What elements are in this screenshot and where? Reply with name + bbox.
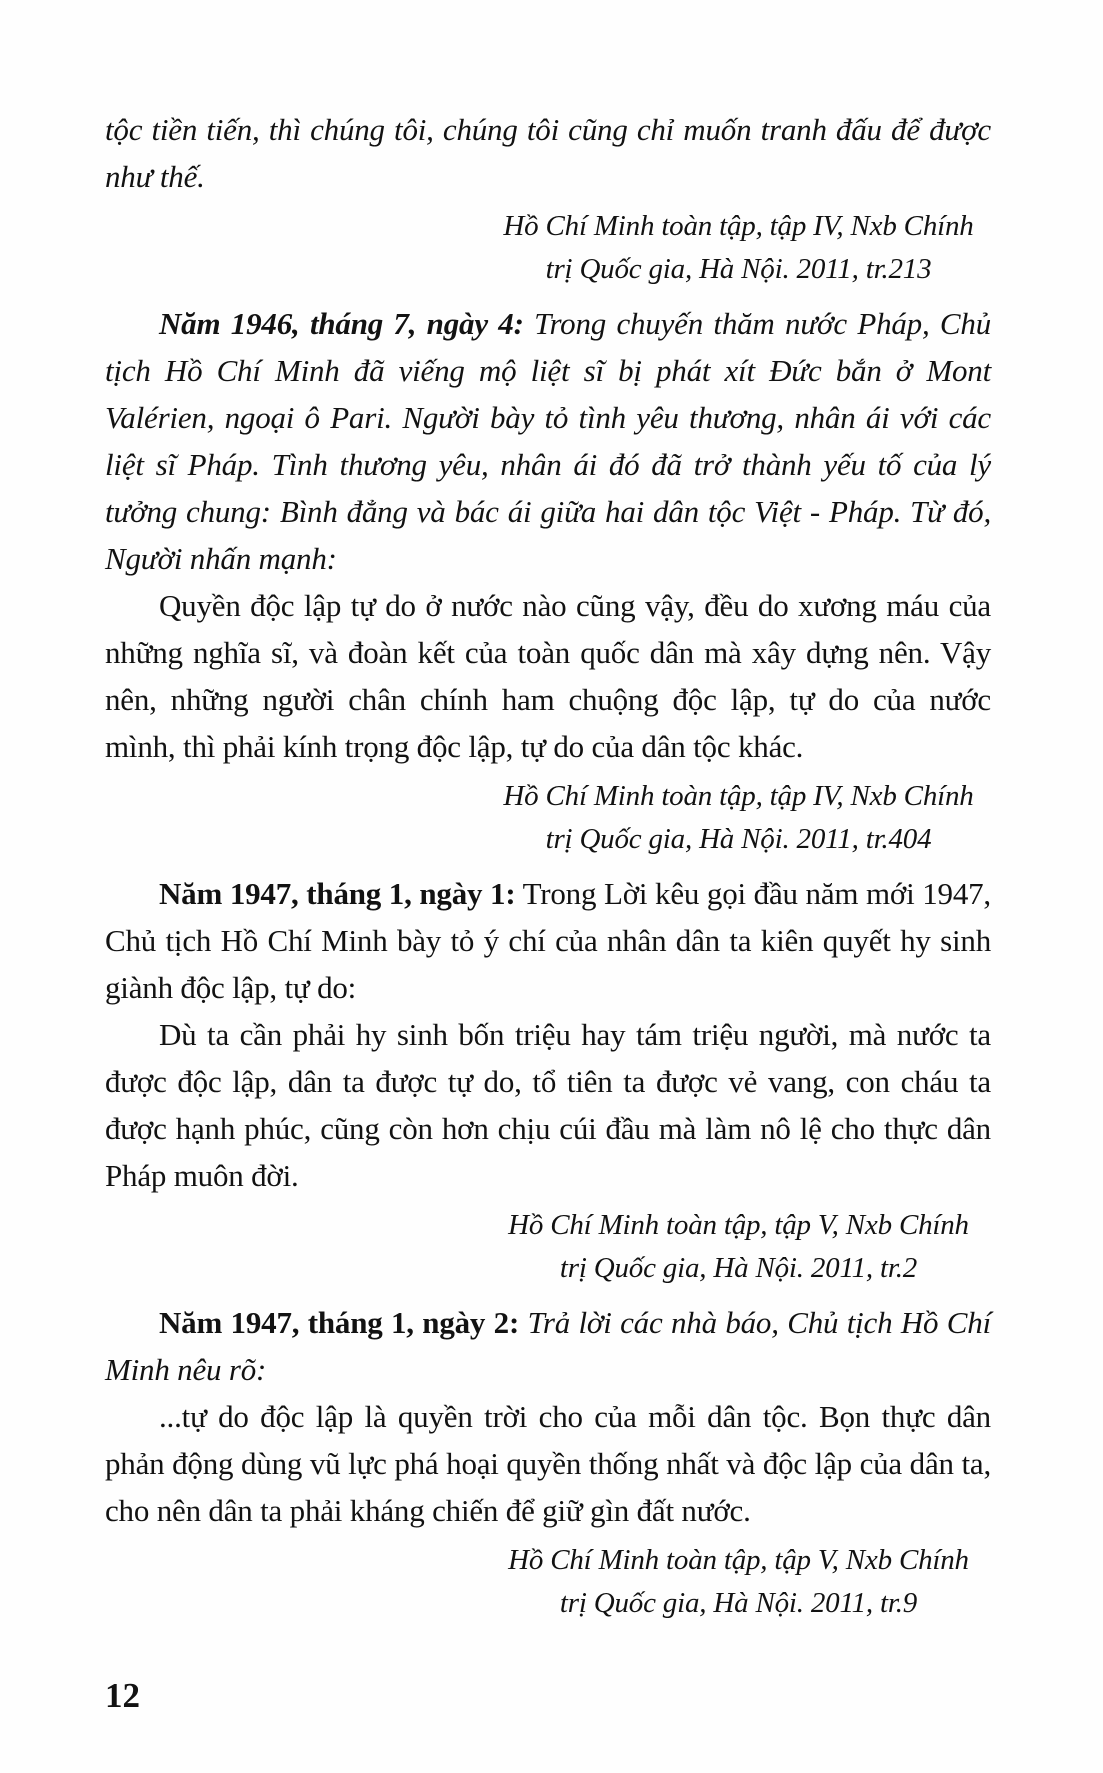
quote-1946-07-04: Quyền độc lập tự do ở nước nào cũng vậy, đều do xương máu của những nghĩa sĩ, và đoàn kết của toàn quốc dân mà xây dựng nên. Vậy nên, những người chân chính ham chuộng độc lập, tự do của nước mình, thì phải kính trọng độc lập, tự do của dân tộc khác. bbox=[105, 588, 991, 764]
citation-4 bbox=[486, 1539, 991, 1625]
citation-2-line-1: Hồ Chí Minh toàn tập, tập IV, Nxb Chính bbox=[503, 780, 974, 812]
citation-4-line-2: trị Quốc gia, Hà Nội. 2011, tr.9 bbox=[559, 1587, 918, 1619]
citation-3-line-2: trị Quốc gia, Hà Nội. 2011, tr.2 bbox=[559, 1252, 918, 1284]
entry-1946-07-04 bbox=[105, 300, 991, 582]
paragraph-continuation: tộc tiền tiến, thì chúng tôi, chúng tôi cũng chỉ muốn tranh đấu để được như thế. bbox=[105, 112, 991, 194]
citation-1 bbox=[486, 205, 991, 291]
citation-2 bbox=[486, 775, 991, 861]
entry-1947-01-01 bbox=[105, 870, 991, 1011]
citation-4-line-1: Hồ Chí Minh toàn tập, tập V, Nxb Chính bbox=[508, 1544, 969, 1576]
entry-1947-01-02-narration: Trả lời các nhà báo, Chủ tịch Hồ Chí Minh nêu rõ: bbox=[105, 1305, 991, 1387]
entry-1947-01-01-narration: Trong Lời kêu gọi đầu năm mới 1947, Chủ tịch Hồ Chí Minh bày tỏ ý chí của nhân dân ta kiên quyết hy sinh giành độc lập, tự do: bbox=[105, 876, 991, 1005]
entry-1947-01-01-date-heading: Năm 1947, tháng 1, ngày 1: bbox=[159, 876, 516, 911]
citation-2-line-2: trị Quốc gia, Hà Nội. 2011, tr.404 bbox=[545, 823, 932, 855]
page-content bbox=[105, 106, 991, 1634]
page-number: 12 bbox=[105, 1676, 140, 1715]
quote-1947-01-02: ...tự do độc lập là quyền trời cho của mỗi dân tộc. Bọn thực dân phản động dùng vũ lực phá hoại quyền thống nhất và độc lập của dân ta, cho nên dân ta phải kháng chiến để giữ gìn đất nước. bbox=[105, 1399, 991, 1528]
citation-1-line-2: trị Quốc gia, Hà Nội. 2011, tr.213 bbox=[545, 253, 932, 285]
entry-1946-07-04-date-heading: Năm 1946, tháng 7, ngày 4: bbox=[159, 306, 524, 341]
entry-1947-01-02-date-heading: Năm 1947, tháng 1, ngày 2: bbox=[159, 1305, 520, 1340]
citation-3 bbox=[486, 1204, 991, 1290]
citation-1-line-1: Hồ Chí Minh toàn tập, tập IV, Nxb Chính bbox=[503, 210, 974, 242]
entry-1946-07-04-narration: Trong chuyến thăm nước Pháp, Chủ tịch Hồ Chí Minh đã viếng mộ liệt sĩ bị phát xít Đức bắn ở Mont Valérien, ngoại ô Pari. Người bày tỏ tình yêu thương, nhân ái với các liệt sĩ Pháp. Tình thương yêu, nhân ái đó đã trở thành yếu tố của lý tưởng chung: Bình đẳng và bác ái giữa hai dân tộc Việt - Pháp. Từ đó, Người nhấn mạnh: bbox=[105, 306, 991, 576]
entry-1947-01-02 bbox=[105, 1299, 991, 1393]
citation-3-line-1: Hồ Chí Minh toàn tập, tập V, Nxb Chính bbox=[508, 1209, 969, 1241]
quote-1947-01-01: Dù ta cần phải hy sinh bốn triệu hay tám triệu người, mà nước ta được độc lập, dân ta được tự do, tổ tiên ta được vẻ vang, con cháu ta được hạnh phúc, cũng còn hơn chịu cúi đầu mà làm nô lệ cho thực dân Pháp muôn đời. bbox=[105, 1017, 991, 1193]
